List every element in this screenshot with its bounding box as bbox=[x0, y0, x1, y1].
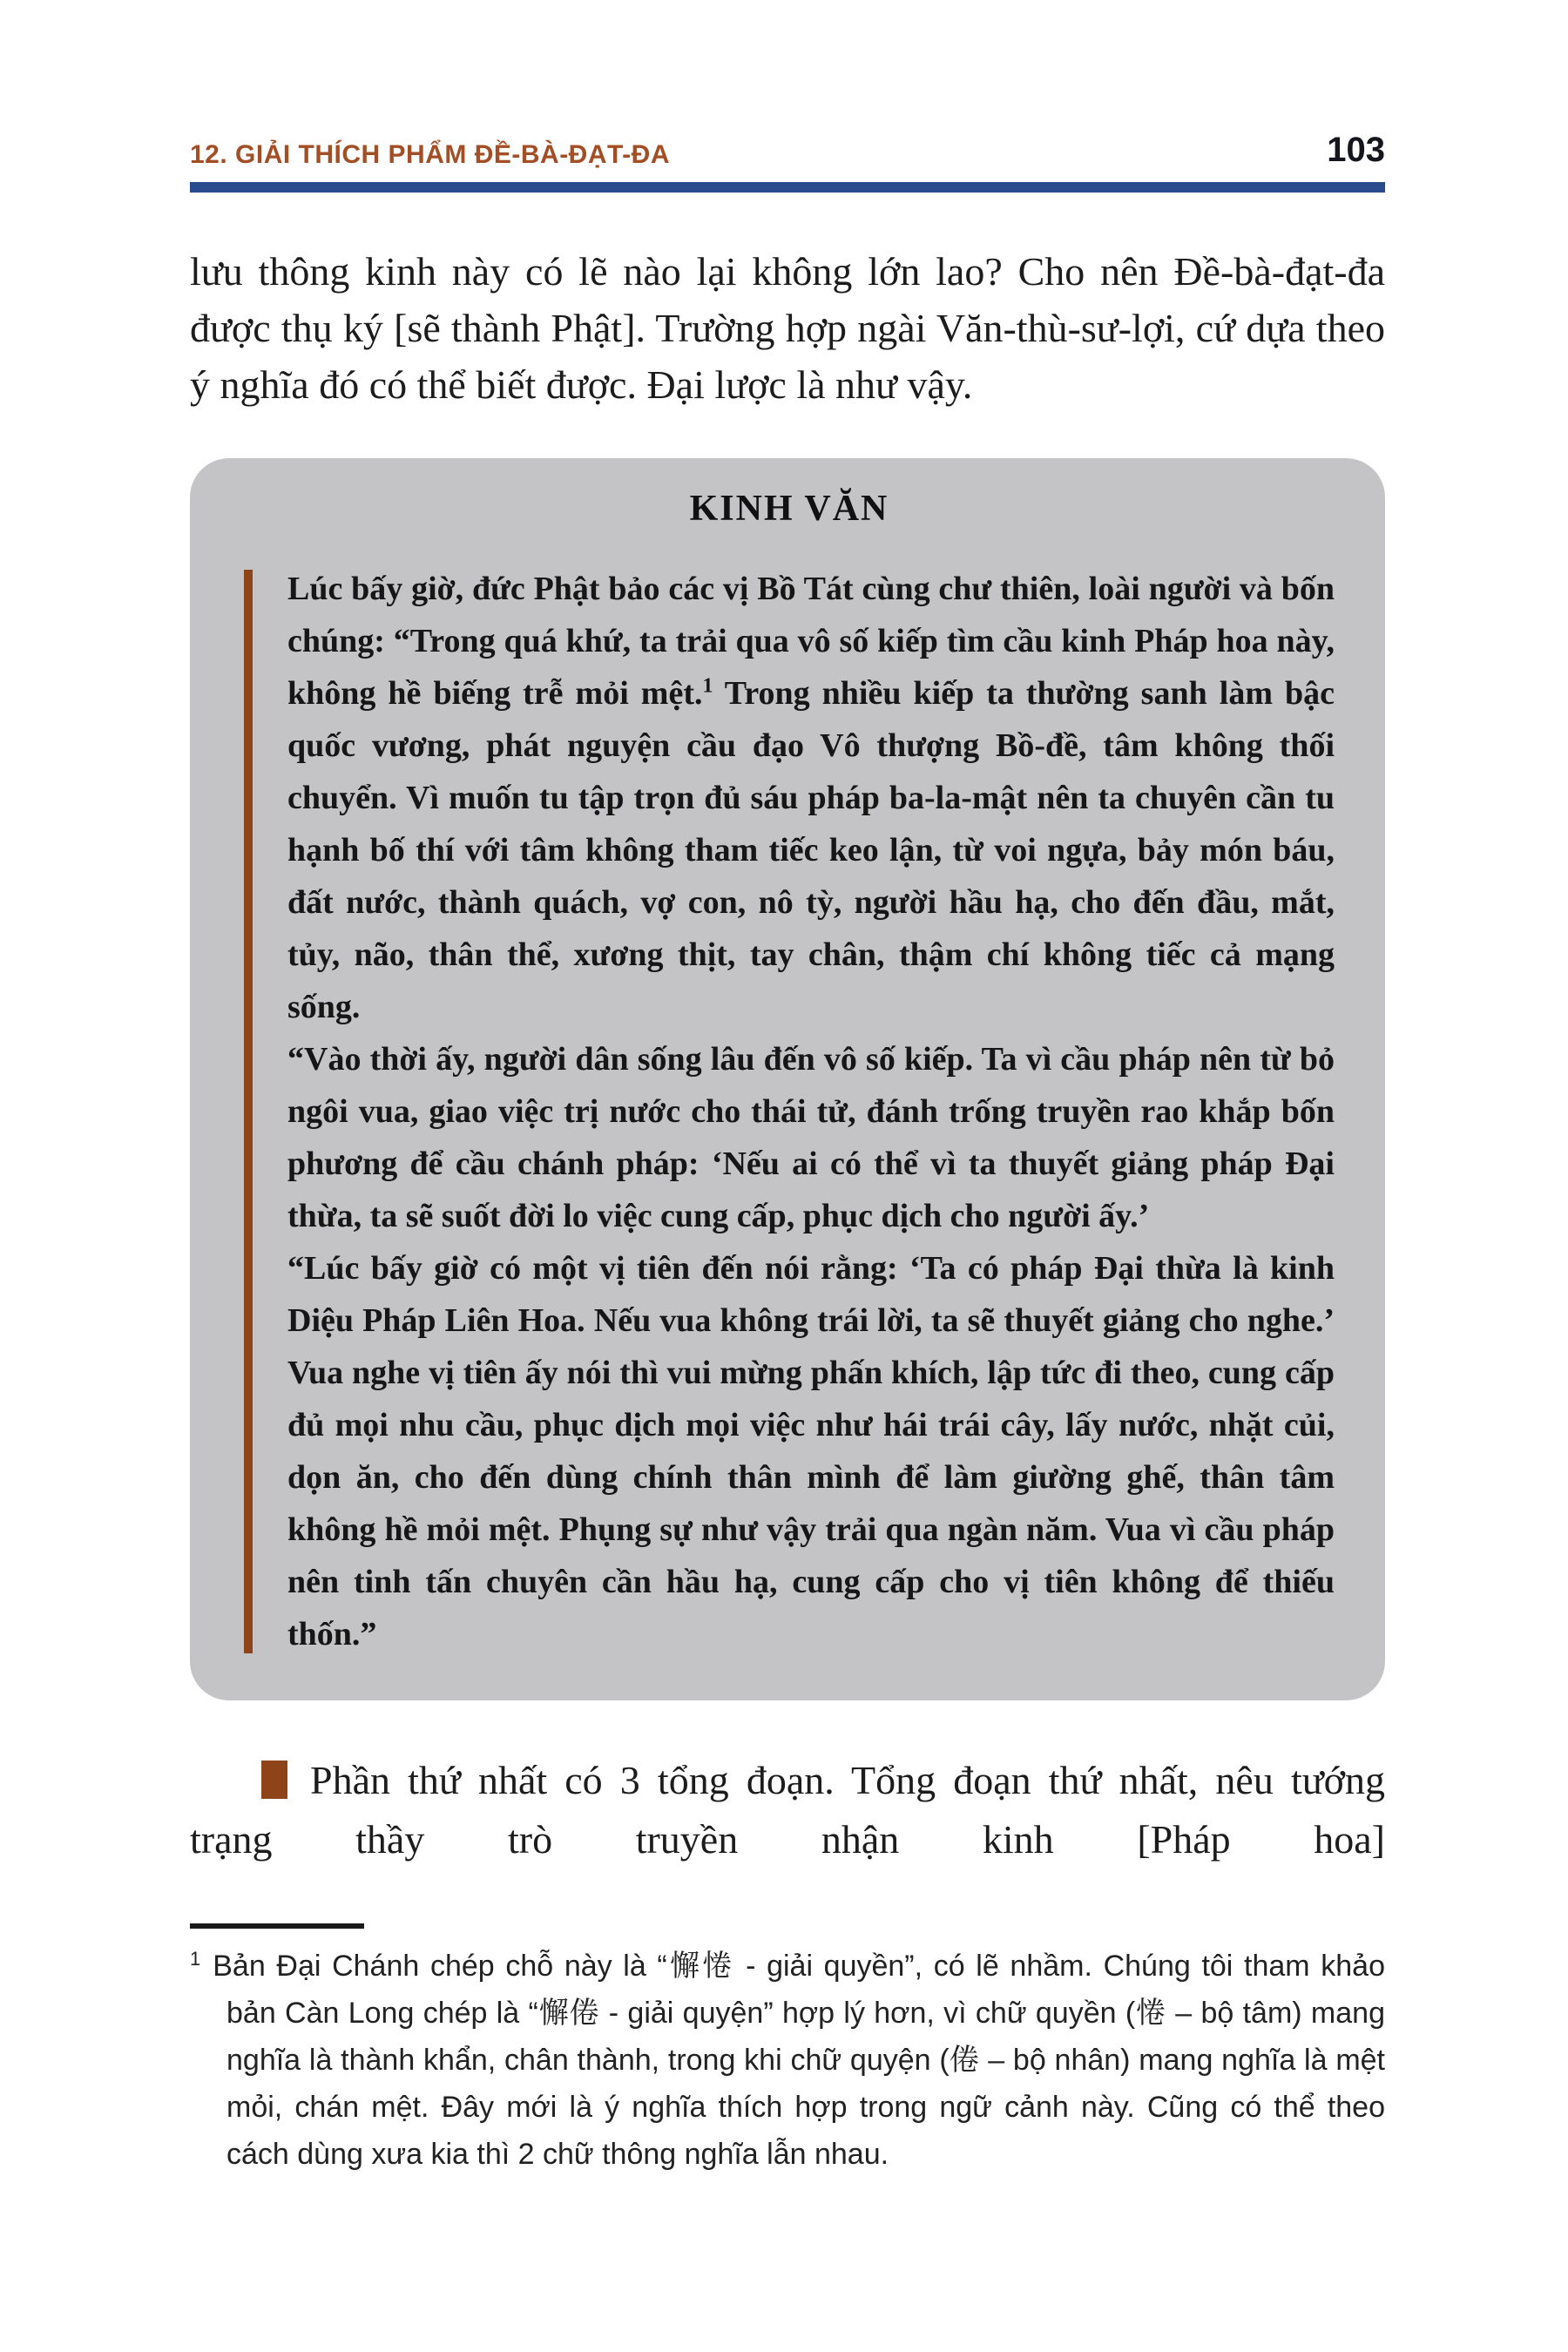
scripture-box-title: KINH VĂN bbox=[689, 489, 889, 529]
running-header bbox=[190, 131, 1385, 170]
page-number: 103 bbox=[1327, 131, 1385, 169]
quote-paragraph bbox=[287, 563, 1335, 1033]
footnote-divider bbox=[190, 1923, 364, 1929]
footnote-marker: 1 bbox=[190, 1947, 201, 1970]
scripture-quote bbox=[244, 563, 1335, 1660]
quote-text-before-ref: Lúc bấy giờ, đức Phật bảo các vị Bồ Tát cùng chư thiên, loài người và bốn chúng: “Trong quá khứ, ta trải qua vô số kiếp tìm cầu kinh Pháp hoa này, không hề biếng trễ mỏi mệt. bbox=[287, 571, 1335, 712]
scripture-box bbox=[190, 458, 1385, 1700]
footnote-text: Bản Đại Chánh chép chỗ này là “懈惓 - giải quyền”, có lẽ nhầm. Chúng tôi tham khảo bản Càn Long chép là “懈倦 - giải quyện” hợp lý hơn, vì chữ quyền (惓 – bộ tâm) mang nghĩa là thành khẩn, chân thành, trong khi chữ quyện (倦 – bộ nhân) mang nghĩa là mệt mỏi, chán mệt. Đây mới là ý nghĩa thích hợp trong ngữ cảnh này. Cũng có thể theo cách dùng xưa kia thì 2 chữ thông nghĩa lẫn nhau. bbox=[213, 1950, 1385, 2171]
footnote bbox=[190, 1943, 1385, 2178]
chapter-title: 12. GIẢI THÍCH PHẨM ĐỀ-BÀ-ĐẠT-ĐA bbox=[190, 140, 671, 169]
quote-paragraph: “Lúc bấy giờ có một vị tiên đến nói rằng: ‘Ta có pháp Đại thừa là kinh Diệu Pháp Liên Hoa. Nếu vua không trái lời, ta sẽ thuyết giảng cho nghe.’ Vua nghe vị tiên ấy nói thì vui mừng phấn khích, lập tức đi theo, cung cấp đủ mọi nhu cầu, phục dịch mọi việc như hái trái cây, lấy nước, nhặt củi, dọn ăn, cho đến dùng chính thân mình để làm giường ghế, thân tâm không hề mỏi mệt. Phụng sự như vậy trải qua ngàn năm. Vua vì cầu pháp nên tinh tấn chuyên cần hầu hạ, cung cấp cho vị tiên không để thiếu thốn.” bbox=[287, 1250, 1335, 1652]
square-bullet-icon bbox=[261, 1761, 287, 1799]
header-rule bbox=[190, 182, 1385, 193]
commentary-text: Phần thứ nhất có 3 tổng đoạn. Tổng đoạn thứ nhất, nêu tướng trạng thầy trò truyền nhận kinh [Pháp hoa] bbox=[190, 1758, 1385, 1862]
commentary-paragraph bbox=[190, 1751, 1385, 1869]
intro-paragraph: lưu thông kinh này có lẽ nào lại không lớn lao? Cho nên Đề-bà-đạt-đa được thụ ký [sẽ thành Phật]. Trường hợp ngài Văn-thù-sư-lợi, cứ dựa theo ý nghĩa đó có thể biết được. Đại lược là như vậy. bbox=[190, 249, 1385, 407]
footnote-ref-marker: 1 bbox=[702, 674, 713, 698]
quote-text-after-ref: Trong nhiều kiếp ta thường sanh làm bậc quốc vương, phát nguyện cầu đạo Vô thượng Bồ-đề, tâm không thối chuyển. Vì muốn tu tập trọn đủ sáu pháp ba-la-mật nên ta chuyên cần tu hạnh bố thí với tâm không tham tiếc keo lận, từ voi ngựa, bảy món báu, đất nước, thành quách, vợ con, nô tỳ, người hầu hạ, cho đến đầu, mắt, tủy, não, thân thể, xương thịt, tay chân, thậm chí không tiếc cả mạng sống. bbox=[287, 675, 1335, 1025]
quote-accent-bar bbox=[244, 570, 253, 1653]
quote-paragraph: “Vào thời ấy, người dân sống lâu đến vô số kiếp. Ta vì cầu pháp nên từ bỏ ngôi vua, giao việc trị nước cho thái tử, đánh trống truyền rao khắp bốn phương để cầu chánh pháp: ‘Nếu ai có thể vì ta thuyết giảng pháp Đại thừa, ta sẽ suốt đời lo việc cung cấp, phục dịch cho người ấy.’ bbox=[287, 1041, 1335, 1234]
